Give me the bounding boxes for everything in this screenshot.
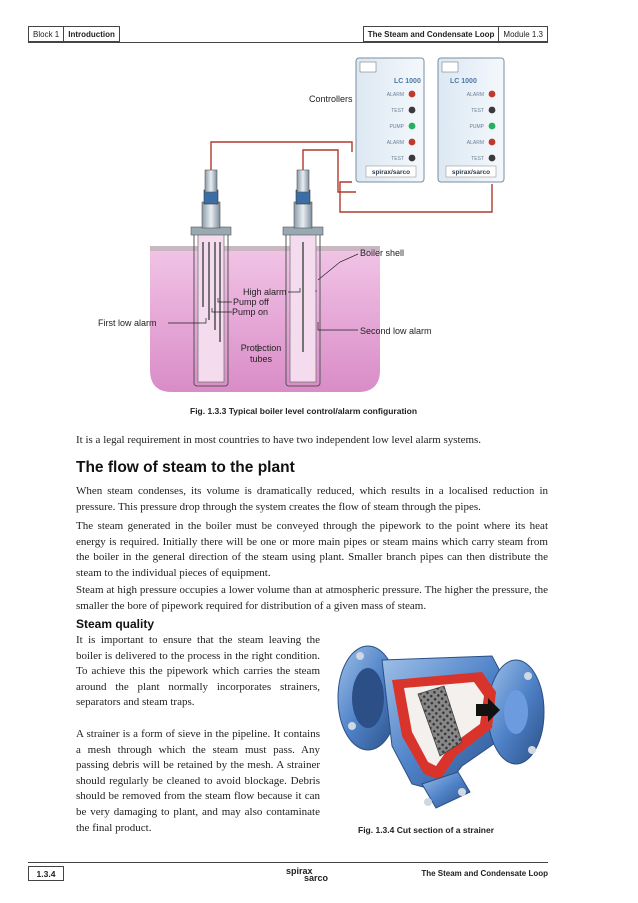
header-left xyxy=(28,26,120,42)
strainer-illustration xyxy=(332,616,548,822)
header-section: Introduction xyxy=(63,27,119,41)
header-block: Block 1 xyxy=(33,29,60,39)
svg-text:spirax/sarco: spirax/sarco xyxy=(451,169,491,176)
label-controllers: Controllers xyxy=(309,94,353,104)
label-pump-off: Pump off xyxy=(233,297,269,307)
svg-text:ALARM: ALARM xyxy=(466,92,484,98)
label-first-low-alarm: First low alarm xyxy=(98,318,157,328)
label-tubes: tubes xyxy=(249,354,273,364)
svg-text:ALARM: ALARM xyxy=(386,140,404,146)
caption-fig-1-3-3: Fig. 1.3.3 Typical boiler level control/alarm configuration xyxy=(190,406,418,416)
paragraph-legal: It is a legal requirement in most countries to have two independent low level alarm systems. xyxy=(76,434,482,446)
section-title: The flow of steam to the plant xyxy=(76,459,295,476)
controller-1-model: LC 1000 xyxy=(394,78,421,85)
paragraph-1: When steam condenses, its volume is dramatically reduced, which results in a localised reduction in pressure. This pressure drop through the system creates the flow of steam through the pipes. xyxy=(76,485,548,513)
svg-text:PUMP: PUMP xyxy=(469,124,484,130)
figure-strainer xyxy=(332,616,548,822)
svg-text:TEST: TEST xyxy=(471,156,484,162)
svg-text:TEST: TEST xyxy=(391,156,404,162)
svg-text:PUMP: PUMP xyxy=(389,124,404,130)
controller-2 xyxy=(438,58,504,182)
svg-text:TEST: TEST xyxy=(391,108,404,114)
boiler-illustration xyxy=(0,52,638,402)
column-paragraph-1: It is important to ensure that the steam leaving the boiler is delivered to the process in the right condition. To achieve this the pipework which carries the steam around the plant normally incorporates strainers, separators and steam traps. xyxy=(76,634,320,709)
footer-title: The Steam and Condensate Loop xyxy=(421,869,548,878)
footer-rule xyxy=(28,862,548,863)
paragraph-3: Steam at high pressure occupies a lower volume than at atmospheric pressure. The higher the pressure, the smaller the bore of pipework required for distribution of a given mass of steam. xyxy=(76,584,548,612)
header-right xyxy=(363,26,548,42)
svg-text:LC 1000: LC 1000 xyxy=(450,78,477,85)
svg-text:spirax/sarco: spirax/sarco xyxy=(371,169,411,176)
controller-1 xyxy=(356,58,424,182)
footer-logo-top: spirax xyxy=(286,866,313,876)
svg-text:ALARM: ALARM xyxy=(466,140,484,146)
footer-logo-bottom: sarco xyxy=(304,873,329,883)
header-title: The Steam and Condensate Loop xyxy=(367,29,495,39)
label-protection: Protection xyxy=(240,343,282,353)
svg-text:TEST: TEST xyxy=(471,108,484,114)
paragraph-2: The steam generated in the boiler must be conveyed through the pipework to the point where its heat energy is required. Initially there will be one or more main pipes or steam mains which carry steam from the boiler in the general direction of the steam using plant. Smaller branch pipes can then distribute the steam to the individual pieces of equipment. xyxy=(76,520,548,579)
label-boiler-shell: Boiler shell xyxy=(360,248,405,258)
header-rule xyxy=(28,42,548,43)
header-module: Module 1.3 xyxy=(498,27,547,41)
subsection-title: Steam quality xyxy=(76,617,155,631)
figure-boiler-level-control xyxy=(0,52,638,402)
column-paragraph-2: A strainer is a form of sieve in the pipeline. It contains a mesh through which the steam must pass. Any passing debris will be retained by the mesh. A strainer should regularly be cleaned to avoid blockage. Debris should be removed from the steam flow because it can be very damaging to plant, and may also contaminate the final product. xyxy=(76,728,320,834)
label-pump-on: Pump on xyxy=(232,307,269,317)
svg-text:ALARM: ALARM xyxy=(386,92,404,98)
page-number: 1.3.4 xyxy=(28,866,64,881)
boiler-water xyxy=(150,250,380,392)
label-high-alarm: High alarm xyxy=(243,287,287,297)
footer-logo xyxy=(286,866,328,883)
caption-fig-1-3-4: Fig. 1.3.4 Cut section of a strainer xyxy=(358,825,495,835)
label-second-low-alarm: Second low alarm xyxy=(360,326,432,336)
